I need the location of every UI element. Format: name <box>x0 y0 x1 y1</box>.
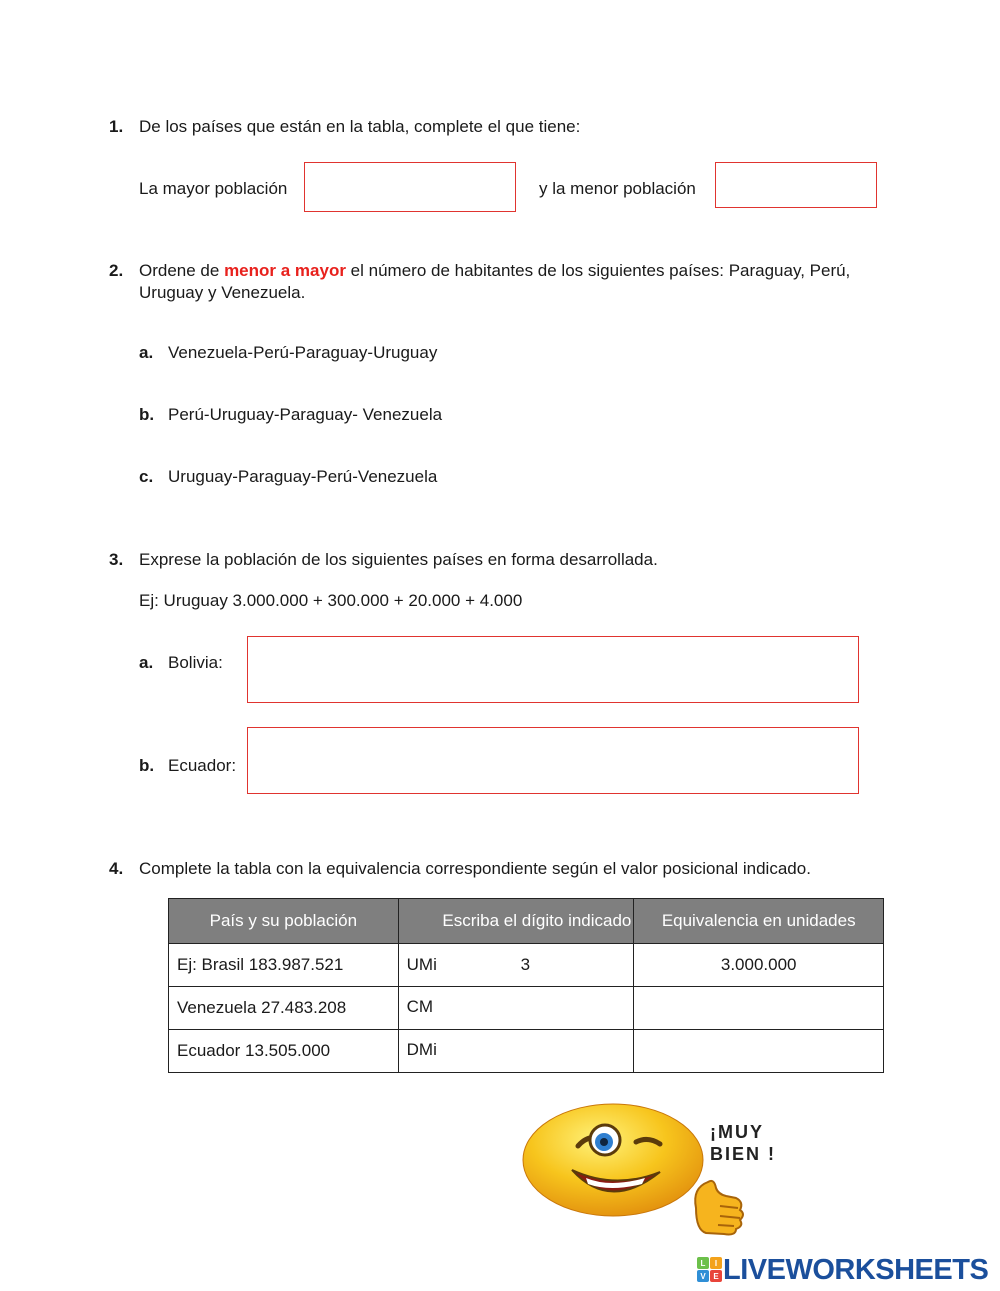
svg-text:I: I <box>714 1259 718 1268</box>
liveworksheets-logo <box>697 1252 988 1288</box>
cell-equivalence <box>634 1030 884 1073</box>
q1-number: 1. <box>109 117 124 136</box>
place-value-label: CM <box>406 997 434 1016</box>
q4-number: 4. <box>109 859 124 878</box>
option-letter: b. <box>139 405 155 424</box>
q2-text-after: el número de habitantes de los siguientes países: Paraguay, Perú, <box>345 261 851 280</box>
ecuador-input[interactable] <box>247 727 859 794</box>
ecuador-letter: b. <box>139 756 155 775</box>
cm-digit-input[interactable] <box>498 989 582 1027</box>
option-letter: c. <box>139 467 154 486</box>
option-text: Perú-Uruguay-Paraguay- Venezuela <box>168 405 443 424</box>
ecuador-label: Ecuador: <box>168 756 237 775</box>
bolivia-letter: a. <box>139 653 154 672</box>
bolivia-label: Bolivia: <box>168 653 223 672</box>
q2-highlight: menor a mayor <box>224 261 346 280</box>
cm-equivalence-input[interactable] <box>642 989 879 1027</box>
liveworksheets-text: LIVEWORKSHEETS <box>723 1253 989 1286</box>
cell-place <box>398 1030 634 1073</box>
bien-text: BIEN ! <box>710 1144 776 1164</box>
cell-country: Venezuela 27.483.208 <box>169 987 399 1030</box>
menor-poblacion-input[interactable] <box>715 162 877 208</box>
cell-country: Ej: Brasil 183.987.521 <box>169 944 399 987</box>
option-b[interactable] <box>139 405 442 425</box>
cell-equivalence <box>634 987 884 1030</box>
cell-place <box>398 987 634 1030</box>
table-row <box>169 944 884 987</box>
table-header-row <box>169 899 884 944</box>
header-digito: Escriba el dígito indicado <box>398 899 634 944</box>
svg-text:L: L <box>700 1259 706 1268</box>
q2-text-before: Ordene de <box>139 261 225 280</box>
header-pais: País y su población <box>169 899 399 944</box>
option-letter: a. <box>139 343 154 362</box>
dmi-equivalence-input[interactable] <box>642 1032 879 1070</box>
digit-value: 3 <box>520 955 531 974</box>
q1-menor-label: y la menor población <box>539 179 696 198</box>
q2-text <box>139 261 850 281</box>
q1-mayor-label: La mayor población <box>139 179 288 198</box>
thumbs-up-icon <box>695 1181 743 1235</box>
mayor-poblacion-input[interactable] <box>304 162 516 212</box>
muy-text: ¡MUY <box>710 1122 764 1142</box>
table-row <box>169 1030 884 1073</box>
header-equivalencia: Equivalencia en unidades <box>634 899 884 944</box>
q1-text: De los países que están en la tabla, complete el que tiene: <box>139 117 581 136</box>
svg-text:V: V <box>700 1272 706 1281</box>
option-text: Uruguay-Paraguay-Perú-Venezuela <box>168 467 438 486</box>
q4-text: Complete la tabla con la equivalencia correspondiente según el valor posicional indicado. <box>139 859 811 878</box>
q3-text: Exprese la población de los siguientes países en forma desarrollada. <box>139 550 658 569</box>
cell-country: Ecuador 13.505.000 <box>169 1030 399 1073</box>
place-value-label: DMi <box>406 1040 437 1059</box>
cell-equivalence: 3.000.000 <box>634 944 884 987</box>
winking-smiley-icon <box>520 1102 810 1237</box>
population-table <box>168 898 884 1073</box>
option-a[interactable] <box>139 343 437 363</box>
q3-number: 3. <box>109 550 124 569</box>
dmi-digit-input[interactable] <box>502 1032 586 1070</box>
place-value-label: UMi <box>406 955 437 974</box>
cell-place <box>398 944 634 987</box>
liveworksheets-badge-icon <box>697 1257 723 1283</box>
option-c[interactable] <box>139 467 437 487</box>
q2-number: 2. <box>109 261 124 280</box>
bolivia-input[interactable] <box>247 636 859 703</box>
table-row <box>169 987 884 1030</box>
q3-example: Ej: Uruguay 3.000.000 + 300.000 + 20.000 + 4.000 <box>139 591 523 610</box>
svg-text:E: E <box>713 1272 719 1281</box>
q2-text-line2: Uruguay y Venezuela. <box>139 283 306 302</box>
option-text: Venezuela-Perú-Paraguay-Uruguay <box>168 343 438 362</box>
